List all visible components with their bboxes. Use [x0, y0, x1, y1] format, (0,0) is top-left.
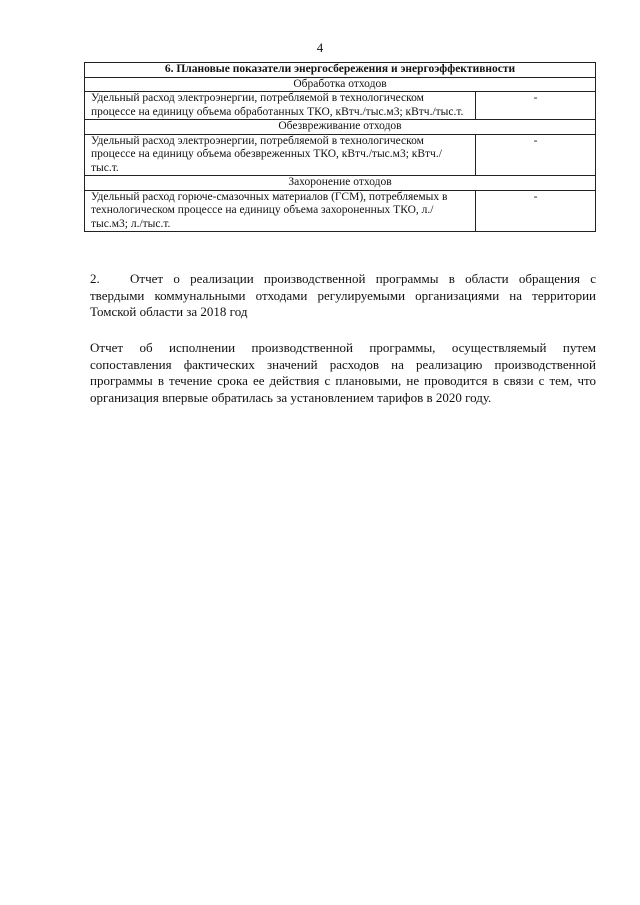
section-title: Захоронение отходов — [85, 176, 596, 191]
indicator-name: Удельный расход электроэнергии, потребляемой в технологическом процессе на единицу объема обработанных ТКО, кВтч./тыс.м3; кВтч./тыс.т. — [85, 92, 476, 120]
section-title: Обезвреживание отходов — [85, 120, 596, 135]
report-number: 2. — [90, 271, 100, 286]
section-row — [85, 120, 596, 135]
table-row — [85, 190, 596, 232]
section-row — [85, 77, 596, 92]
page-number: 4 — [316, 40, 324, 55]
table-row — [85, 92, 596, 120]
report-heading — [90, 271, 596, 321]
table-title: 6. Плановые показатели энергосбережения и энергоэффективности — [85, 63, 596, 78]
table-row — [85, 134, 596, 176]
indicator-value: - — [476, 190, 596, 232]
section-row — [85, 176, 596, 191]
indicator-name: Удельный расход электроэнергии, потребляемой в технологическом процессе на единицу объема обезвреженных ТКО, кВтч./тыс.м3; кВтч./тыс.т. — [85, 134, 476, 176]
report-body: Отчет об исполнении производственной программы, осуществляемый путем сопоставления фактических значений расходов на реализацию производственной программы в течение срока ее действия с плановыми, не проводится в связи с тем, что организация впервые обратилась за установлением тарифов в 2020 году. — [90, 340, 596, 405]
section-title: Обработка отходов — [85, 77, 596, 92]
report-heading-text: Отчет о реализации производственной программы в области обращения с твердыми коммунальными отходами регулируемыми организациями на территории Томской области за 2018 год — [90, 271, 596, 319]
energy-indicators-table — [84, 62, 596, 232]
table-title-row — [85, 63, 596, 78]
indicator-name: Удельный расход горюче-смазочных материалов (ГСМ), потребляемых в технологическом процессе на единицу объема захороненных ТКО, л./тыс.м3; л./тыс.т. — [85, 190, 476, 232]
indicator-value: - — [476, 134, 596, 176]
indicator-value: - — [476, 92, 596, 120]
